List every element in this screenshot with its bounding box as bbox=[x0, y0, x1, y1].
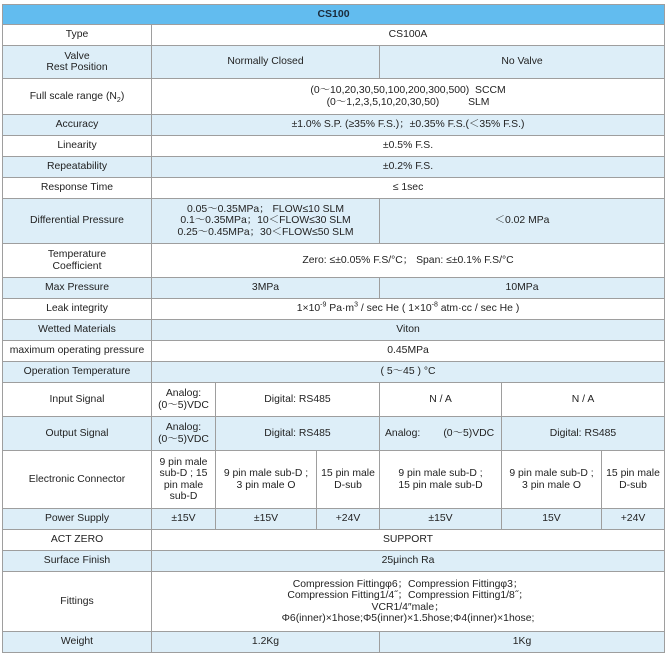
range-label bbox=[3, 79, 152, 115]
row-valve bbox=[3, 46, 665, 79]
connector-c5-line2: 3 pin male O bbox=[522, 479, 581, 491]
leak-part3: / sec He ( 1×10 bbox=[358, 303, 432, 315]
linearity-value: ±0.5% F.S. bbox=[152, 136, 665, 157]
connector-c5 bbox=[502, 451, 602, 509]
output-analog-line2: (0～5)VDC bbox=[158, 433, 209, 445]
power-label: Power Supply bbox=[3, 509, 152, 530]
output-label: Output Signal bbox=[3, 417, 152, 451]
input-digital: Digital: RS485 bbox=[216, 383, 380, 417]
connector-c6-line2: D-sub bbox=[619, 479, 647, 491]
differential-line3: 0.25～0.45MPa；30＜FLOW≤50 SLM bbox=[177, 226, 354, 238]
weight-label: Weight bbox=[3, 632, 152, 653]
leak-sup3: -8 bbox=[431, 301, 438, 309]
fittings-line1: Compression Fittingφ6；Compression Fittingφ3； bbox=[292, 578, 524, 590]
connector-c4-line1: 9 pin male sub-D ; bbox=[398, 468, 483, 479]
power-c4: ±15V bbox=[380, 509, 502, 530]
connector-c6-line1: 15 pin male bbox=[606, 468, 660, 479]
linearity-label: Linearity bbox=[3, 136, 152, 157]
repeatability-value: ±0.2% F.S. bbox=[152, 157, 665, 178]
power-c5: 15V bbox=[502, 509, 602, 530]
connector-label: Electronic Connector bbox=[3, 451, 152, 509]
valve-label bbox=[3, 46, 152, 79]
table-title: CS100 bbox=[3, 5, 665, 25]
max-pressure-label: Max Pressure bbox=[3, 278, 152, 299]
leak-part2: Pa·m bbox=[326, 303, 355, 315]
valve-label-line1: Valve bbox=[64, 50, 90, 62]
power-c3: +24V bbox=[317, 509, 380, 530]
input-label: Input Signal bbox=[3, 383, 152, 417]
power-c6: +24V bbox=[602, 509, 665, 530]
temperature-value: Zero: ≤±0.05% F.S/°C； Span: ≤±0.1% F.S/°C bbox=[152, 244, 665, 278]
temperature-label-line2: Coefficient bbox=[52, 260, 102, 272]
leak-part4: atm·cc / sec He ) bbox=[437, 303, 520, 315]
differential-line1: 0.05～0.35MPa； FLOW≤10 SLM bbox=[186, 203, 344, 215]
range-label-sub: 2 bbox=[116, 96, 121, 104]
fittings-line3: VCR1/4″male； bbox=[371, 601, 445, 613]
range-line2: (0～1,2,3,5,10,20,30,50) SLM bbox=[326, 96, 490, 108]
fittings-line4: Φ6(inner)×1hose;Φ5(inner)×1.5hose;Φ4(inner)×1hose; bbox=[281, 613, 535, 624]
power-c2: ±15V bbox=[216, 509, 317, 530]
connector-c2-line1: 9 pin male sub-D ; bbox=[223, 468, 309, 479]
range-value bbox=[152, 79, 665, 115]
op-temp-label: Operation Temperature bbox=[3, 362, 152, 383]
range-label-close: ) bbox=[120, 90, 125, 102]
row-wetted bbox=[3, 320, 665, 341]
act-zero-value: SUPPORT bbox=[152, 530, 665, 551]
row-linearity bbox=[3, 136, 665, 157]
input-na-1: N / A bbox=[380, 383, 502, 417]
row-power bbox=[3, 509, 665, 530]
connector-c2-line2: 3 pin male O bbox=[236, 479, 296, 491]
surface-value: 25μinch Ra bbox=[152, 551, 665, 572]
row-weight bbox=[3, 632, 665, 653]
connector-c6 bbox=[602, 451, 665, 509]
max-operating-value: 0.45MPa bbox=[152, 341, 665, 362]
input-analog-line1: Analog: bbox=[165, 388, 202, 399]
row-differential bbox=[3, 199, 665, 244]
valve-normally-closed: Normally Closed bbox=[152, 46, 380, 79]
output-digital-2: Digital: RS485 bbox=[502, 417, 665, 451]
fittings-value bbox=[152, 572, 665, 632]
connector-c3 bbox=[317, 451, 380, 509]
row-type bbox=[3, 25, 665, 46]
row-output bbox=[3, 417, 665, 451]
connector-c4-line2: 15 pin male sub-D bbox=[398, 479, 483, 491]
row-surface bbox=[3, 551, 665, 572]
max-operating-label: maximum operating pressure bbox=[3, 341, 152, 362]
fittings-label: Fittings bbox=[3, 572, 152, 632]
connector-c3-line1: 15 pin male bbox=[321, 468, 375, 479]
input-na-2: N / A bbox=[502, 383, 665, 417]
input-analog-line2: (0～5)VDC bbox=[158, 399, 209, 411]
temperature-label bbox=[3, 244, 152, 278]
differential-label: Differential Pressure bbox=[3, 199, 152, 244]
response-label: Response Time bbox=[3, 178, 152, 199]
output-analog bbox=[152, 417, 216, 451]
connector-c4 bbox=[380, 451, 502, 509]
range-line1: (0～10,20,30,50,100,200,300,500) SCCM bbox=[310, 85, 506, 96]
temperature-label-line1: Temperature bbox=[47, 249, 107, 260]
differential-line2: 0.1～0.35MPa；10＜FLOW≤30 SLM bbox=[180, 215, 351, 227]
output-analog-line1: Analog: bbox=[165, 422, 202, 433]
connector-c1: 9 pin male sub-D ; 15 pin male sub-D bbox=[152, 451, 216, 509]
row-input bbox=[3, 383, 665, 417]
spec-table bbox=[2, 4, 665, 653]
connector-c3-line2: D-sub bbox=[334, 479, 362, 491]
accuracy-label: Accuracy bbox=[3, 115, 152, 136]
output-analog-2: Analog: (0～5)VDC bbox=[380, 417, 502, 451]
row-temperature bbox=[3, 244, 665, 278]
surface-label: Surface Finish bbox=[3, 551, 152, 572]
response-value: ≤ 1sec bbox=[152, 178, 665, 199]
row-accuracy bbox=[3, 115, 665, 136]
wetted-value: Viton bbox=[152, 320, 665, 341]
differential-right: ＜0.02 MPa bbox=[380, 199, 665, 244]
leak-sup1: -9 bbox=[320, 301, 327, 309]
connector-c5-line1: 9 pin male sub-D ; bbox=[509, 468, 594, 479]
row-op-temp bbox=[3, 362, 665, 383]
row-connector bbox=[3, 451, 665, 509]
connector-c2 bbox=[216, 451, 317, 509]
type-value: CS100A bbox=[152, 25, 665, 46]
leak-sup2: 3 bbox=[354, 301, 358, 309]
differential-ranges bbox=[152, 199, 380, 244]
repeatability-label: Repeatability bbox=[3, 157, 152, 178]
fittings-line2: Compression Fitting1/4˝；Compression Fitting1/8˝； bbox=[287, 590, 529, 601]
weight-left: 1.2Kg bbox=[152, 632, 380, 653]
row-repeatability bbox=[3, 157, 665, 178]
max-pressure-right: 10MPa bbox=[380, 278, 665, 299]
type-label: Type bbox=[3, 25, 152, 46]
row-fittings bbox=[3, 572, 665, 632]
accuracy-value: ±1.0% S.P. (≥35% F.S.)；±0.35% F.S.(＜35% F.S.) bbox=[152, 115, 665, 136]
range-label-text: Full scale range (N bbox=[29, 90, 117, 102]
row-max-operating bbox=[3, 341, 665, 362]
leak-value bbox=[152, 299, 665, 320]
leak-part1: 1×10 bbox=[296, 303, 321, 315]
valve-label-line2: Rest Position bbox=[46, 62, 108, 73]
row-max-pressure bbox=[3, 278, 665, 299]
row-response bbox=[3, 178, 665, 199]
output-digital: Digital: RS485 bbox=[216, 417, 380, 451]
valve-none: No Valve bbox=[380, 46, 665, 79]
input-analog bbox=[152, 383, 216, 417]
header-row bbox=[3, 5, 665, 25]
leak-label: Leak integrity bbox=[3, 299, 152, 320]
power-c1: ±15V bbox=[152, 509, 216, 530]
row-leak bbox=[3, 299, 665, 320]
row-act-zero bbox=[3, 530, 665, 551]
op-temp-value: ( 5～45 ) °C bbox=[152, 362, 665, 383]
row-range bbox=[3, 79, 665, 115]
wetted-label: Wetted Materials bbox=[3, 320, 152, 341]
max-pressure-left: 3MPa bbox=[152, 278, 380, 299]
weight-right: 1Kg bbox=[380, 632, 665, 653]
act-zero-label: ACT ZERO bbox=[3, 530, 152, 551]
